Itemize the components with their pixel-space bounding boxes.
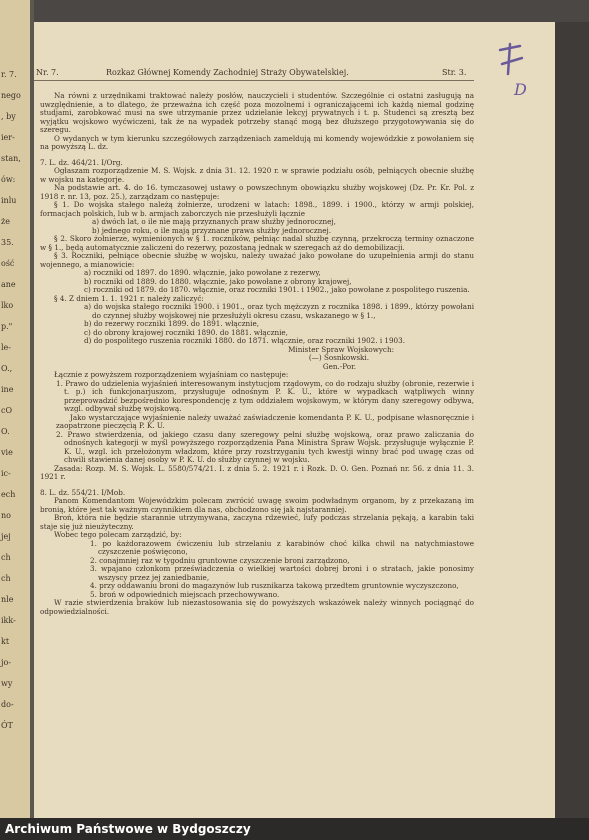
section-8-item: 3. wpajano członkom przeświadczenia o wielkiej wartości dobrej broni i o stratach, jakie ponosimy wszyscy przez jej zaniedbanie, [90,564,474,582]
section-7-paragraph: Na podstawie art. 4. do 16. tymczasowej ustawy o powszechnym obowiązku służby wojskowej (Dz. Pr. Kr. Pol. z 1918 r. nr. 13, poz. 25.), zarządzam co następuje: [40,183,474,201]
section-7-item: 1. Prawo do udzielenia wyjaśnień interesowanym instytucjom rządowym, co do rodzaju służby (obronie, rezerwie i t. p.) ich funkcjonarjuszom, przysługuje odnośnym P. K. U., które w wypadkach wątpliwych winny przeprowadzić bezpośrednio korespondencję z tym oddziałem wojskowym, w którym dany szeregowy odbywa, wzgl. odbywał służbę wojskową. [56,378,474,413]
adjacent-page-fragment: nle [1,595,14,604]
section-7-paragraph: § 3. Roczniki, pełniące obecnie służbę w wojsku, należy uważać jako powołane do uzupełnienia armji do stanu wojennego, a mianowicie: [40,251,474,269]
adjacent-page-fragment: że [1,217,10,226]
section-8-heading: 8. L. dz. 554/21. I/Mob. [40,487,126,497]
section-7-paragraph: § 4. Z dniem 1. 1. 1921 r. należy zaliczyć: [54,293,204,303]
section-7-paragraph: Jako wystarczające wyjaśnienie należy uważać zaświadczenie komendanta P. K. U., podpisane własnoręcznie i zaopatrzone pieczęcią P. K. U. [56,412,474,430]
adjacent-page-fragment: cO [1,406,13,415]
adjacent-page-fragment: inlu [1,196,17,205]
section-7-paragraph: § 2. Skoro żołnierze, wymienionych w § 1. roczników, pełniąc nadal służbę czynną, przekroczą terminy oznaczone w § 1., będą automatycznie zaliczeni do rezerwy, pozostaną jednak w szeregach aż do demobilizacji. [40,234,474,252]
adjacent-page-fragment: ów: [1,175,16,184]
signature-name: (—) Sosnkowski. [308,353,369,362]
adjacent-page-fragment: le- [1,343,11,352]
intro-paragraph-2: O wydanych w tym kierunku szczegółowych zarządzeniach zameldują mi komendy wojewódzkie z powołaniem się na powyższą L. dz. [40,133,474,151]
section-7-paragraph: Ogłaszam rozporządzenie M. S. Wojsk. z dnia 31. 12. 1920 r. w sprawie podziału osób, pełniących obecnie służbę w wojsku na kategorje. [40,166,474,184]
section-8-paragraph: Broń, która nie będzie starannie utrzymywana, zaczyna rdzewieć, lufy podczas strzelania pękają, a karabin taki staje się już nieużyteczny. [40,513,474,531]
section-8-item: 2. conajmniej raz w tygodniu gruntowne czyszczenie broni zarządzono, [90,555,350,565]
section-7-heading: 7. L. dz. 464/21. I/Org. [40,157,123,167]
section-8-item: 4. przy oddawaniu broni do magazynów lub rusznikarza takową przedtem gruntownie wyczyszczono, [90,581,459,590]
adjacent-page-strip [0,0,30,818]
section-7-item: b) roczniki od 1889. do 1880. włącznie, jako powołane z obrony krajowej, [84,276,352,286]
handwritten-mark-icon [492,40,532,80]
adjacent-page-fragment: O., [1,364,13,373]
adjacent-page-fragment: nego [1,91,21,100]
adjacent-page-fragment: stan, [1,154,21,163]
section-7-paragraph: Łącznie z powyższem rozporządzeniem wyjaśniam co następuje: [54,370,289,379]
section-8-item: 5. broń w odpowiednich miejscach przechowywano. [90,589,280,599]
section-7-item: c) roczniki od 1879. do 1870. włącznie, oraz roczniki 1901. i 1902., jako powołane z pospolitego ruszenia. [84,285,470,294]
adjacent-page-fragment: ch [1,574,11,583]
section-7-item: b) jednego roku, o ile mają przyznane prawa służby jednorocznej. [92,225,332,235]
section-7-item: a) do wojska stałego roczniki 1900. i 1901., oraz tych mężczyzn z rocznika 1898. i 1899., którzy powołani do czynnej służby wojskowej nie przesłużyli okresu czasu, wskazanego w § 1., [84,302,474,320]
document-body [40,92,474,616]
intro-paragraph-1: Na równi z urzędnikami traktować należy posłów, nauczycieli i studentów. Szczególnie ci ostatni zasługują na uwzględnienie, a to dlatego, że przeważna ich część poza mozolnemi i ograniczającemi ich każdą niemal godzinę studjami, zarobkować musi na swe utrzymanie przez udzielanie lekcyj prywatnych i t. p. Studenci są zresztą bez wyjątku wojskowo wyćwiczeni, tak że na wypadek potrzeby stanąć mogą bez dłuższego przygotowywania się do szeregu. [40,91,474,134]
page-edge [555,22,589,818]
adjacent-page-fragment: O. [1,427,10,436]
document-page [34,22,555,818]
section-8-paragraph: Wobec tego polecam zarządzić, by: [54,530,182,539]
section-7-item: a) roczniki od 1897. do 1890. włącznie, jako powołane z rezerwy, [84,268,321,277]
adjacent-page-fragment: wy [1,679,13,688]
signature-title: Minister Spraw Wojskowych: [288,344,394,354]
adjacent-page-fragment: lko [1,301,14,310]
adjacent-page-fragment: ÓT [1,721,13,730]
adjacent-page-fragment: ane [1,280,16,289]
adjacent-page-fragment: kt [1,637,10,646]
adjacent-page-fragment: no [1,511,11,520]
adjacent-page-fragment: ikk- [1,616,16,625]
signature-rank: Gen.-Por. [322,361,356,371]
handwritten-note: D [514,80,527,99]
adjacent-page-fragment: 35. [1,238,14,247]
issue-number: Nr. 7. [36,68,59,77]
adjacent-page-fragment: ość [1,259,15,268]
section-7-item: d) do pospolitego ruszenia roczniki 1880. do 1871. włącznie, oraz roczniki 1902. i 1903. [84,336,405,345]
section-7-paragraph: § 1. Do wojska stałego należą żołnierze, urodzeni w latach: 1898., 1899. i 1900., którzy w armji polskiej, formacjach polskich, lub w b. armjach zaborczych nie przesłużyli łącznie [40,200,474,218]
adjacent-page-fragment: ier- [1,133,15,142]
adjacent-page-fragment: ech [1,490,16,499]
page-number: Str. 3. [442,68,467,77]
adjacent-page-fragment: ch [1,553,11,562]
section-7-item: c) do obrony krajowej roczniki 1890. do 1881. włącznie, [84,327,288,337]
adjacent-page-fragment: jej [1,532,11,541]
section-7-paragraph: Zasada: Rozp. M. S. Wojsk. L. 5580/574/21. I. z dnia 5. 2. 1921 r. i Rozk. D. O. Gen. Poznań nr. 56. z dnia 11. 3. 1921 r. [40,463,474,481]
section-7-item: a) dwóch lat, o ile nie mają przyznanych praw służby jednorocznej, [92,217,336,226]
header-title: Rozkaz Głównej Komendy Zachodniej Straży Obywatelskiej. [106,68,349,77]
header-rule [34,80,474,81]
section-7-item: 2. Prawo stwierdzenia, od jakiego czasu dany szeregowy pełni służbę wojskową, oraz prawo zaliczania do odnośnych kategorji w myśl powyższego rozporządzenia Pana Ministra Spraw Wojsk. przysługuje wyłącznie P. K. U., wzgl. ich przełożonym władzom, które przy rozstrzyganiu tych kwestji winny brać pod uwagę czas od chwili stawienia danej osoby w P. K. U. do służby czynnej w wojsku. [56,429,474,464]
section-8-paragraph: W razie stwierdzenia braków lub niezastosowania się do powyższych wskazówek należy winnych pociągnąć do odpowiedzialności. [40,598,474,616]
adjacent-page-fragment: ic- [1,469,11,478]
section-8-paragraph: Panom Komendantom Wojewódzkim polecam zwrócić uwagę swoim podwładnym organom, by z przekazaną im bronią, które jest tak ważnym czynnikiem dla nas, obchodzono się jak najstaranniej. [40,496,474,514]
adjacent-page-fragment: ine [1,385,14,394]
adjacent-page-fragment: do- [1,700,14,709]
adjacent-page-fragment: jo- [1,658,11,667]
adjacent-page-fragment: r. 7. [1,70,17,79]
section-8-item: 1. po każdorazowem ćwiczeniu lub strzelaniu z karabinów choć kilka chwil na natychmiastowe czyszczenie poświęcono, [90,538,474,556]
adjacent-page-fragment: p." [1,322,13,331]
archive-footer: Archiwum Państwowe w Bydgoszczy [0,818,589,840]
section-7-item: b) do rezerwy roczniki 1899. do 1891. włącznie, [84,319,259,328]
adjacent-page-fragment: vie [1,448,13,457]
adjacent-page-fragment: , by [1,112,16,121]
